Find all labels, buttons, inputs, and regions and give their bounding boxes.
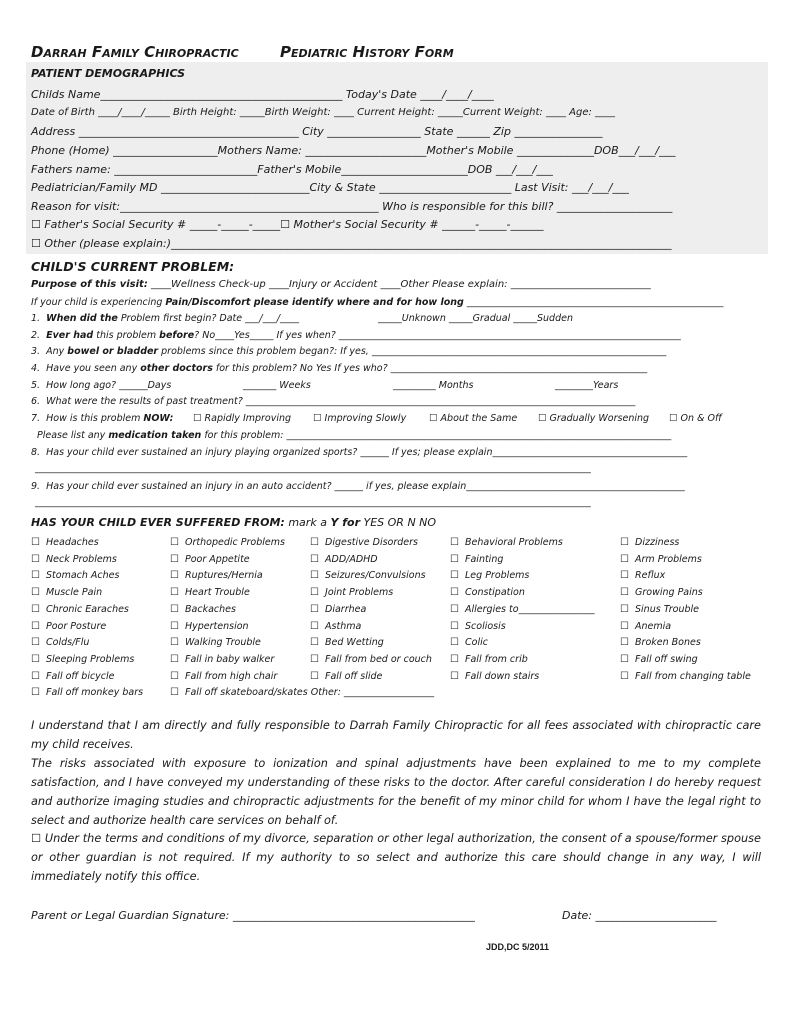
condition-item[interactable]: ☐ Anemia	[620, 620, 672, 632]
q4-number: 4.	[31, 363, 41, 374]
condition-item[interactable]: ☐ Fall in baby walker	[170, 653, 275, 665]
condition-item[interactable]: ☐ Fall off bicycle	[31, 670, 115, 682]
suffered-mark: mark a	[288, 516, 327, 529]
checkbox-icon[interactable]: ☐	[620, 620, 629, 632]
question-9[interactable]	[31, 481, 685, 492]
condition-item[interactable]: ☐ Constipation	[450, 587, 525, 599]
condition-item[interactable]: ☐ Ruptures/Hernia	[170, 570, 263, 582]
med-bold: medication taken	[108, 430, 202, 441]
question-3[interactable]	[31, 346, 666, 357]
condition-item[interactable]: ☐ Fall down stairs	[450, 670, 540, 682]
checkbox-icon[interactable]: ☐	[620, 570, 629, 582]
checkbox-icon[interactable]: ☐	[450, 637, 459, 649]
q8-text[interactable]: Has your child ever sustained an injury playing organized sports? ______ If yes; please explain_________________________________________	[46, 447, 688, 458]
condition-item[interactable]: ☐ Walking Trouble	[170, 637, 261, 649]
checkbox-icon[interactable]: ☐	[310, 603, 319, 615]
checkbox-icon[interactable]: ☐	[170, 670, 179, 682]
demographics-heading: PATIENT DEMOGRAPHICS	[31, 67, 186, 80]
checkbox-icon[interactable]: ☐	[620, 553, 629, 565]
question-1[interactable]	[31, 313, 299, 324]
suffered-y-for: Y for	[330, 516, 360, 529]
fathers-line[interactable]: Fathers name: __________________________Father's Mobile_______________________DOB ___/___/___	[31, 163, 553, 176]
condition-item[interactable]: ☐ Poor Appetite	[170, 553, 250, 565]
condition-item[interactable]: ☐ Fall from changing table	[620, 670, 751, 682]
q5-years[interactable]: ________Years	[555, 380, 619, 391]
phone-line[interactable]: Phone (Home) ___________________Mothers Name: ______________________Mother's Mobile ______________DOB___/___/___	[31, 144, 676, 157]
condition-item[interactable]: ☐ Leg Problems	[450, 570, 530, 582]
condition-item[interactable]: ☐ Digestive Disorders	[310, 537, 418, 548]
financial-responsibility-text: I understand that I am directly and fully responsible to Darrah Family Chiropractic for all fees associated with chiropractic care my child receives.	[31, 719, 761, 751]
condition-item[interactable]: ☐ Fall from bed or couch	[310, 653, 432, 665]
checkbox-icon[interactable]: ☐	[450, 653, 459, 665]
checkbox-icon[interactable]: ☐	[31, 553, 40, 565]
address-line[interactable]: Address ________________________________________ City _________________ State ______ Zip ________________	[31, 125, 603, 138]
question-2[interactable]	[31, 330, 681, 341]
condition-item[interactable]: ☐ Arm Problems	[620, 553, 702, 565]
q3-rest[interactable]: problems since this problem began?: If yes, ______________________________________________________________	[158, 346, 667, 357]
checkbox-icon[interactable]: ☐	[310, 670, 319, 682]
checkbox-icon[interactable]: ☐	[450, 537, 459, 548]
checkbox-icon[interactable]: ☐	[170, 637, 179, 649]
q4-bold: other doctors	[140, 363, 213, 374]
checkbox-icon[interactable]: ☐	[170, 603, 179, 615]
condition-item[interactable]: ☐ Fall off swing	[620, 653, 698, 665]
q5-weeks[interactable]: _______ Weeks	[243, 380, 311, 391]
checkbox-icon[interactable]: ☐	[31, 570, 40, 582]
q7-option-worsening[interactable]: ☐ Gradually Worsening	[538, 413, 650, 424]
q1-text: Problem first begin? Date ___/___/____	[117, 313, 300, 324]
condition-item[interactable]: ☐ Hypertension	[170, 620, 249, 632]
q7-bold: NOW:	[143, 413, 174, 424]
checkbox-icon[interactable]: ☐	[450, 620, 459, 632]
condition-item[interactable]: ☐ Sinus Trouble	[620, 603, 700, 615]
q7-option-on-off[interactable]: ☐ On & Off	[669, 413, 722, 424]
form-code: JDD,DC 5/2011	[486, 942, 550, 952]
child-name-line[interactable]: Childs Name____________________________________________ Today's Date ____/____/____	[31, 88, 494, 101]
checkbox-icon[interactable]: ☐	[310, 553, 319, 565]
q2-number: 2.	[31, 330, 41, 341]
q9-line2[interactable]: _____________________________________________________________________________________________________________________	[35, 497, 591, 508]
pain-line[interactable]	[31, 297, 723, 308]
condition-item[interactable]: ☐ Fainting	[450, 553, 504, 565]
condition-item[interactable]: ☐ Fall off slide	[310, 670, 383, 682]
condition-item[interactable]: ☐ Colds/Flu	[31, 637, 90, 649]
checkbox-icon[interactable]: ☐	[620, 637, 629, 649]
condition-column-5	[620, 535, 751, 685]
pain-prefix: If your child is experiencing	[31, 297, 166, 308]
checkbox-icon[interactable]: ☐	[170, 570, 179, 582]
q4-rest[interactable]: for this problem? No Yes If yes who? ______________________________________________________	[212, 363, 648, 374]
q6-text[interactable]: What were the results of past treatment? __________________________________________________________________________________	[46, 396, 636, 407]
checkbox-icon[interactable]: ☐	[310, 537, 319, 548]
checkbox-icon[interactable]: ☐	[31, 687, 40, 699]
condition-item[interactable]: ☐ Reflux	[620, 570, 666, 582]
condition-item[interactable]: ☐ Neck Problems	[31, 553, 117, 565]
condition-item[interactable]: ☐ Broken Bones	[620, 637, 701, 649]
checkbox-icon[interactable]: ☐	[450, 603, 459, 615]
checkbox-icon[interactable]: ☐	[170, 537, 179, 548]
condition-item[interactable]: ☐ Stomach Aches	[31, 570, 120, 582]
pain-blank[interactable]: ______________________________________________________	[463, 297, 724, 308]
q9-number: 9.	[31, 481, 41, 492]
checkbox-icon[interactable]: ☐	[310, 620, 319, 632]
q5-months[interactable]: _________ Months	[393, 380, 474, 391]
question-5[interactable]	[31, 380, 171, 391]
q8-number: 8.	[31, 447, 41, 458]
condition-item[interactable]: ☐ Chronic Earaches	[31, 603, 129, 615]
condition-item[interactable]: ☐ Joint Problems	[310, 587, 394, 599]
q5-days[interactable]: How long ago? ______Days	[46, 380, 172, 391]
q7-number: 7.	[31, 413, 41, 424]
checkbox-icon[interactable]: ☐	[450, 570, 459, 582]
checkbox-icon[interactable]: ☐	[31, 537, 40, 548]
checkbox-icon[interactable]: ☐	[170, 553, 179, 565]
checkbox-icon[interactable]: ☐	[170, 587, 179, 599]
condition-item[interactable]: ☐ Behavioral Problems	[450, 537, 563, 548]
question-7	[31, 413, 173, 424]
checkbox-icon[interactable]: ☐	[310, 587, 319, 599]
condition-column-3	[310, 535, 432, 685]
med-rest[interactable]: for this problem: _________________________________________________________________________________	[201, 430, 672, 441]
checkbox-icon[interactable]: ☐	[170, 687, 179, 699]
ssn-line[interactable]: ☐ Father's Social Security # _____-_____-_____☐ Mother's Social Security # ______-_____-______	[31, 218, 544, 231]
q3-pre: Any	[46, 346, 68, 357]
q6-number: 6.	[31, 396, 41, 407]
question-4[interactable]	[31, 363, 647, 374]
condition-item[interactable]: ☐ Heart Trouble	[170, 587, 250, 599]
q1-bold: When did the	[46, 313, 118, 324]
condition-item[interactable]: ☐ Headaches	[31, 537, 99, 548]
condition-item[interactable]: ☐ Orthopedic Problems	[170, 537, 285, 548]
condition-item[interactable]: ☐ Seizures/Convulsions	[310, 570, 426, 582]
checkbox-icon[interactable]: ☐	[310, 637, 319, 649]
checkbox-icon[interactable]: ☐	[31, 587, 40, 599]
condition-item[interactable]: ☐ Muscle Pain	[31, 587, 103, 599]
condition-item[interactable]: ☐ Backaches	[170, 603, 236, 615]
condition-column-4	[450, 535, 595, 685]
guardian-authority-text[interactable]: ☐ Under the terms and conditions of my divorce, separation or other legal authorization, the consent of a spouse/former spouse or other guardian is not required. If my authority to so select and authorize this care should change in any way, I will immediately notify this office.	[31, 832, 761, 883]
med-pre: Please list any	[37, 430, 109, 441]
pain-bold: Pain/Discomfort please identify where and for how long	[165, 297, 464, 308]
checkbox-icon[interactable]: ☐	[31, 620, 40, 632]
birth-info-line[interactable]: Date of Birth ____/____/_____ Birth Height: _____Birth Weight: ____ Current Height: _____Current Weight: ____ Age: ____	[31, 107, 616, 118]
condition-item[interactable]: ☐ Scoliosis	[450, 620, 506, 632]
suffered-yes-no: YES OR N NO	[363, 516, 437, 529]
signature-line[interactable]: Parent or Legal Guardian Signature: ____________________________________________	[31, 909, 475, 922]
condition-item[interactable]: ☐ Dizziness	[620, 537, 680, 548]
q8-line2[interactable]: _____________________________________________________________________________________________________________________	[35, 463, 591, 474]
checkbox-icon[interactable]: ☐	[620, 603, 629, 615]
question-6[interactable]	[31, 396, 635, 407]
condition-item[interactable]: ☐ Allergies to________________	[450, 603, 595, 615]
q2-rest[interactable]: ? No____Yes_____ If yes when? ________________________________________________________________________	[194, 330, 681, 341]
q7-pre: How is this problem	[46, 413, 144, 424]
checkbox-icon[interactable]: ☐	[450, 553, 459, 565]
q9-text[interactable]: Has your child ever sustained an injury in an auto accident? ______ if yes, please explain______________________________________________	[46, 481, 685, 492]
condition-item[interactable]: ☐ Asthma	[310, 620, 362, 632]
checkbox-icon[interactable]: ☐	[31, 653, 40, 665]
q2-text: this problem	[93, 330, 160, 341]
date-line[interactable]: Date: ______________________	[562, 909, 717, 922]
purpose-line[interactable]	[31, 279, 651, 290]
condition-item[interactable]: ☐ Sleeping Problems	[31, 653, 135, 665]
q7-option-rapidly[interactable]: ☐ Rapidly Improving	[193, 413, 292, 424]
consent-text: The risks associated with exposure to ionization and spinal adjustments have been explained to me to my complete satisfaction, and I have conveyed my understanding of these risks to the doctor. After careful consideration I do hereby request and authorize imaging studies and chiropractic adjustments for the benefit of my minor child for whom I have the legal right to select and authorize health care services on behalf of.	[31, 757, 761, 827]
checkbox-icon[interactable]: ☐	[450, 670, 459, 682]
checkbox-icon[interactable]: ☐	[31, 637, 40, 649]
q1-options[interactable]: _____Unknown _____Gradual _____Sudden	[378, 313, 573, 324]
checkbox-icon[interactable]: ☐	[170, 653, 179, 665]
q1-number: 1.	[31, 313, 41, 324]
question-8[interactable]	[31, 447, 687, 458]
checkbox-icon[interactable]: ☐	[310, 653, 319, 665]
suffered-heading	[31, 516, 436, 529]
q3-number: 3.	[31, 346, 41, 357]
other-line[interactable]: ☐ Other (please explain:)___________________________________________________________________________________________	[31, 237, 672, 250]
checkbox-icon[interactable]: ☐	[450, 587, 459, 599]
condition-item[interactable]: ☐ ADD/ADHD	[310, 553, 378, 565]
purpose-options[interactable]: ____Wellness Check-up ____Injury or Accident ____Other Please explain: ____________________________	[151, 279, 651, 290]
q3-bold: bowel or bladder	[67, 346, 159, 357]
q4-pre: Have you seen any	[46, 363, 141, 374]
condition-item[interactable]: ☐ Fall off skateboard/skates Other: ___________________	[170, 687, 435, 699]
practice-name: Darrah Family Chiropractic	[31, 43, 239, 61]
checkbox-icon[interactable]: ☐	[620, 653, 629, 665]
q7-option-slowly[interactable]: ☐ Improving Slowly	[313, 413, 407, 424]
condition-item[interactable]: ☐ Bed Wetting	[310, 637, 384, 649]
reason-line[interactable]: Reason for visit:_______________________________________________ Who is responsible for this bill? _____________________	[31, 200, 673, 213]
checkbox-icon[interactable]: ☐	[170, 620, 179, 632]
checkbox-icon[interactable]: ☐	[31, 670, 40, 682]
condition-column-1	[31, 535, 143, 702]
q5-number: 5.	[31, 380, 41, 391]
condition-item[interactable]: ☐ Growing Pains	[620, 587, 703, 599]
checkbox-icon[interactable]: ☐	[620, 587, 629, 599]
condition-item[interactable]: ☐ Fall from crib	[450, 653, 528, 665]
condition-item[interactable]: ☐ Fall off monkey bars	[31, 687, 144, 699]
checkbox-icon[interactable]: ☐	[620, 537, 629, 548]
checkbox-icon[interactable]: ☐	[31, 603, 40, 615]
q2-bold2: before	[159, 330, 195, 341]
condition-item[interactable]: ☐ Poor Posture	[31, 620, 107, 632]
pediatrician-line[interactable]: Pediatrician/Family MD ___________________________City & State ________________________ Last Visit: ___/___/___	[31, 181, 629, 194]
checkbox-icon[interactable]: ☐	[310, 570, 319, 582]
condition-item[interactable]: ☐ Diarrhea	[310, 603, 367, 615]
q7-option-same[interactable]: ☐ About the Same	[429, 413, 518, 424]
condition-item[interactable]: ☐ Colic	[450, 637, 488, 649]
form-title: Pediatric History Form	[280, 43, 454, 61]
current-problem-heading: CHILD'S CURRENT PROBLEM:	[31, 259, 235, 274]
medication-line[interactable]	[37, 430, 671, 441]
suffered-title: HAS YOUR CHILD EVER SUFFERED FROM:	[31, 516, 285, 529]
condition-item[interactable]: ☐ Fall from high chair	[170, 670, 278, 682]
q2-bold: Ever had	[46, 330, 94, 341]
purpose-label: Purpose of this visit:	[31, 279, 148, 290]
checkbox-icon[interactable]: ☐	[620, 670, 629, 682]
